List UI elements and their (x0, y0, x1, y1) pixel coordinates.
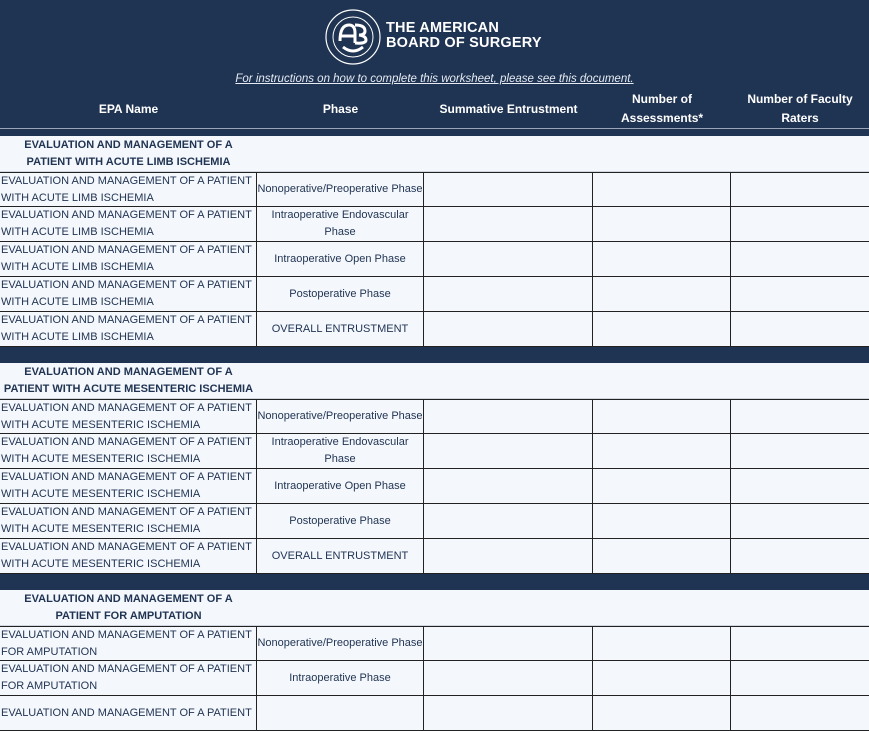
section-title-line: EVALUATION AND MANAGEMENT OF A (24, 592, 233, 605)
number-of-faculty-raters-cell[interactable] (731, 469, 869, 503)
section-title (0, 136, 869, 172)
table-row (0, 207, 869, 242)
number-of-assessments-cell[interactable] (593, 696, 731, 730)
section-title (0, 363, 869, 399)
section-title-text (0, 137, 257, 171)
number-of-faculty-raters-cell[interactable] (731, 627, 869, 660)
epa-name-cell: EVALUATION AND MANAGEMENT OF A PATIENT (0, 696, 257, 730)
number-of-assessments-cell[interactable] (593, 661, 731, 695)
abs-seal-logo (325, 9, 381, 65)
number-of-faculty-raters-cell[interactable] (731, 173, 869, 206)
section-title-line: PATIENT FOR AMPUTATION (55, 609, 202, 622)
section-title-line: EVALUATION AND MANAGEMENT OF A (24, 365, 233, 378)
number-of-assessments-cell[interactable] (593, 627, 731, 660)
number-of-faculty-raters-cell[interactable] (731, 504, 869, 538)
section-title-text (0, 364, 257, 398)
number-of-faculty-raters-cell[interactable] (731, 312, 869, 346)
column-header-epa-name: EPA Name (98, 101, 159, 116)
organization-name (386, 21, 542, 51)
phase-cell: Postoperative Phase (257, 277, 424, 311)
epa-name-cell: EVALUATION AND MANAGEMENT OF A PATIENT WITH ACUTE LIMB ISCHEMIA (0, 242, 257, 276)
phase-cell: Nonoperative/Preoperative Phase (257, 400, 424, 433)
org-line-2: BOARD OF SURGERY (386, 35, 542, 51)
number-of-assessments-cell[interactable] (593, 504, 731, 538)
summative-entrustment-cell[interactable] (424, 696, 593, 730)
column-header-number-of-faculty-raters: Number of Faculty Raters (747, 92, 853, 125)
number-of-assessments-cell[interactable] (593, 242, 731, 276)
section-separator-band (0, 574, 869, 590)
number-of-faculty-raters-cell[interactable] (731, 696, 869, 730)
epa-name-cell: EVALUATION AND MANAGEMENT OF A PATIENT WITH ACUTE MESENTERIC ISCHEMIA (0, 400, 257, 433)
instructions-link[interactable]: For instructions on how to complete this worksheet, please see this document. (235, 73, 634, 85)
summative-entrustment-cell[interactable] (424, 277, 593, 311)
epa-name-cell: EVALUATION AND MANAGEMENT OF A PATIENT WITH ACUTE MESENTERIC ISCHEMIA (0, 504, 257, 538)
summative-entrustment-cell[interactable] (424, 173, 593, 206)
number-of-assessments-cell[interactable] (593, 173, 731, 206)
table-row (0, 539, 869, 574)
table-row (0, 469, 869, 504)
summative-entrustment-cell[interactable] (424, 400, 593, 433)
phase-cell: Nonoperative/Preoperative Phase (257, 173, 424, 206)
number-of-assessments-cell[interactable] (593, 400, 731, 433)
worksheet-header (0, 0, 869, 136)
column-header-number-of-assessments: Number of Assessments* (620, 92, 704, 125)
summative-entrustment-cell[interactable] (424, 661, 593, 695)
number-of-faculty-raters-cell[interactable] (731, 400, 869, 433)
table-row (0, 172, 869, 207)
number-of-assessments-cell[interactable] (593, 434, 731, 468)
number-of-assessments-cell[interactable] (593, 277, 731, 311)
summative-entrustment-cell[interactable] (424, 469, 593, 503)
number-of-assessments-cell[interactable] (593, 539, 731, 573)
phase-cell: Intraoperative Phase (257, 661, 424, 695)
phase-cell: Intraoperative Endovascular Phase (257, 207, 424, 241)
table-row (0, 696, 869, 731)
table-row (0, 504, 869, 539)
table-row (0, 399, 869, 434)
section-title-line: EVALUATION AND MANAGEMENT OF A (24, 138, 233, 151)
number-of-faculty-raters-cell[interactable] (731, 242, 869, 276)
summative-entrustment-cell[interactable] (424, 539, 593, 573)
number-of-assessments-cell[interactable] (593, 312, 731, 346)
section-separator-band (0, 347, 869, 363)
column-header-phase: Phase (322, 101, 359, 116)
summative-entrustment-cell[interactable] (424, 504, 593, 538)
table-row (0, 277, 869, 312)
org-line-1: THE AMERICAN (386, 20, 500, 36)
summative-entrustment-cell[interactable] (424, 627, 593, 660)
epa-name-cell: EVALUATION AND MANAGEMENT OF A PATIENT WITH ACUTE MESENTERIC ISCHEMIA (0, 539, 257, 573)
table-row (0, 661, 869, 696)
epa-name-cell: EVALUATION AND MANAGEMENT OF A PATIENT WITH ACUTE LIMB ISCHEMIA (0, 173, 257, 206)
epa-name-cell: EVALUATION AND MANAGEMENT OF A PATIENT WITH ACUTE LIMB ISCHEMIA (0, 312, 257, 346)
epa-name-cell: EVALUATION AND MANAGEMENT OF A PATIENT WITH ACUTE LIMB ISCHEMIA (0, 277, 257, 311)
phase-cell: OVERALL ENTRUSTMENT (257, 312, 424, 346)
number-of-assessments-cell[interactable] (593, 207, 731, 241)
summative-entrustment-cell[interactable] (424, 312, 593, 346)
epa-name-cell: EVALUATION AND MANAGEMENT OF A PATIENT WITH ACUTE MESENTERIC ISCHEMIA (0, 469, 257, 503)
phase-cell: Intraoperative Open Phase (257, 469, 424, 503)
number-of-assessments-cell[interactable] (593, 469, 731, 503)
number-of-faculty-raters-cell[interactable] (731, 539, 869, 573)
header-divider (0, 128, 869, 129)
epa-name-cell: EVALUATION AND MANAGEMENT OF A PATIENT FOR AMPUTATION (0, 661, 257, 695)
worksheet-body (0, 136, 869, 731)
table-row (0, 242, 869, 277)
section-title-line: PATIENT WITH ACUTE LIMB ISCHEMIA (26, 155, 231, 168)
number-of-faculty-raters-cell[interactable] (731, 661, 869, 695)
section-title (0, 590, 869, 626)
summative-entrustment-cell[interactable] (424, 434, 593, 468)
column-header-summative-entrustment: Summative Entrustment (439, 101, 578, 116)
section-title-line: PATIENT WITH ACUTE MESENTERIC ISCHEMIA (3, 382, 254, 395)
phase-cell: Postoperative Phase (257, 504, 424, 538)
phase-cell (257, 696, 424, 730)
number-of-faculty-raters-cell[interactable] (731, 434, 869, 468)
epa-name-cell: EVALUATION AND MANAGEMENT OF A PATIENT WITH ACUTE MESENTERIC ISCHEMIA (0, 434, 257, 468)
section-title-text (0, 591, 257, 625)
summative-entrustment-cell[interactable] (424, 207, 593, 241)
table-row (0, 626, 869, 661)
phase-cell: OVERALL ENTRUSTMENT (257, 539, 424, 573)
table-row (0, 434, 869, 469)
table-row (0, 312, 869, 347)
phase-cell: Intraoperative Open Phase (257, 242, 424, 276)
epa-name-cell: EVALUATION AND MANAGEMENT OF A PATIENT FOR AMPUTATION (0, 627, 257, 660)
phase-cell: Intraoperative Endovascular Phase (257, 434, 424, 468)
number-of-faculty-raters-cell[interactable] (731, 277, 869, 311)
number-of-faculty-raters-cell[interactable] (731, 207, 869, 241)
summative-entrustment-cell[interactable] (424, 242, 593, 276)
epa-name-cell: EVALUATION AND MANAGEMENT OF A PATIENT WITH ACUTE LIMB ISCHEMIA (0, 207, 257, 241)
phase-cell: Nonoperative/Preoperative Phase (257, 627, 424, 660)
